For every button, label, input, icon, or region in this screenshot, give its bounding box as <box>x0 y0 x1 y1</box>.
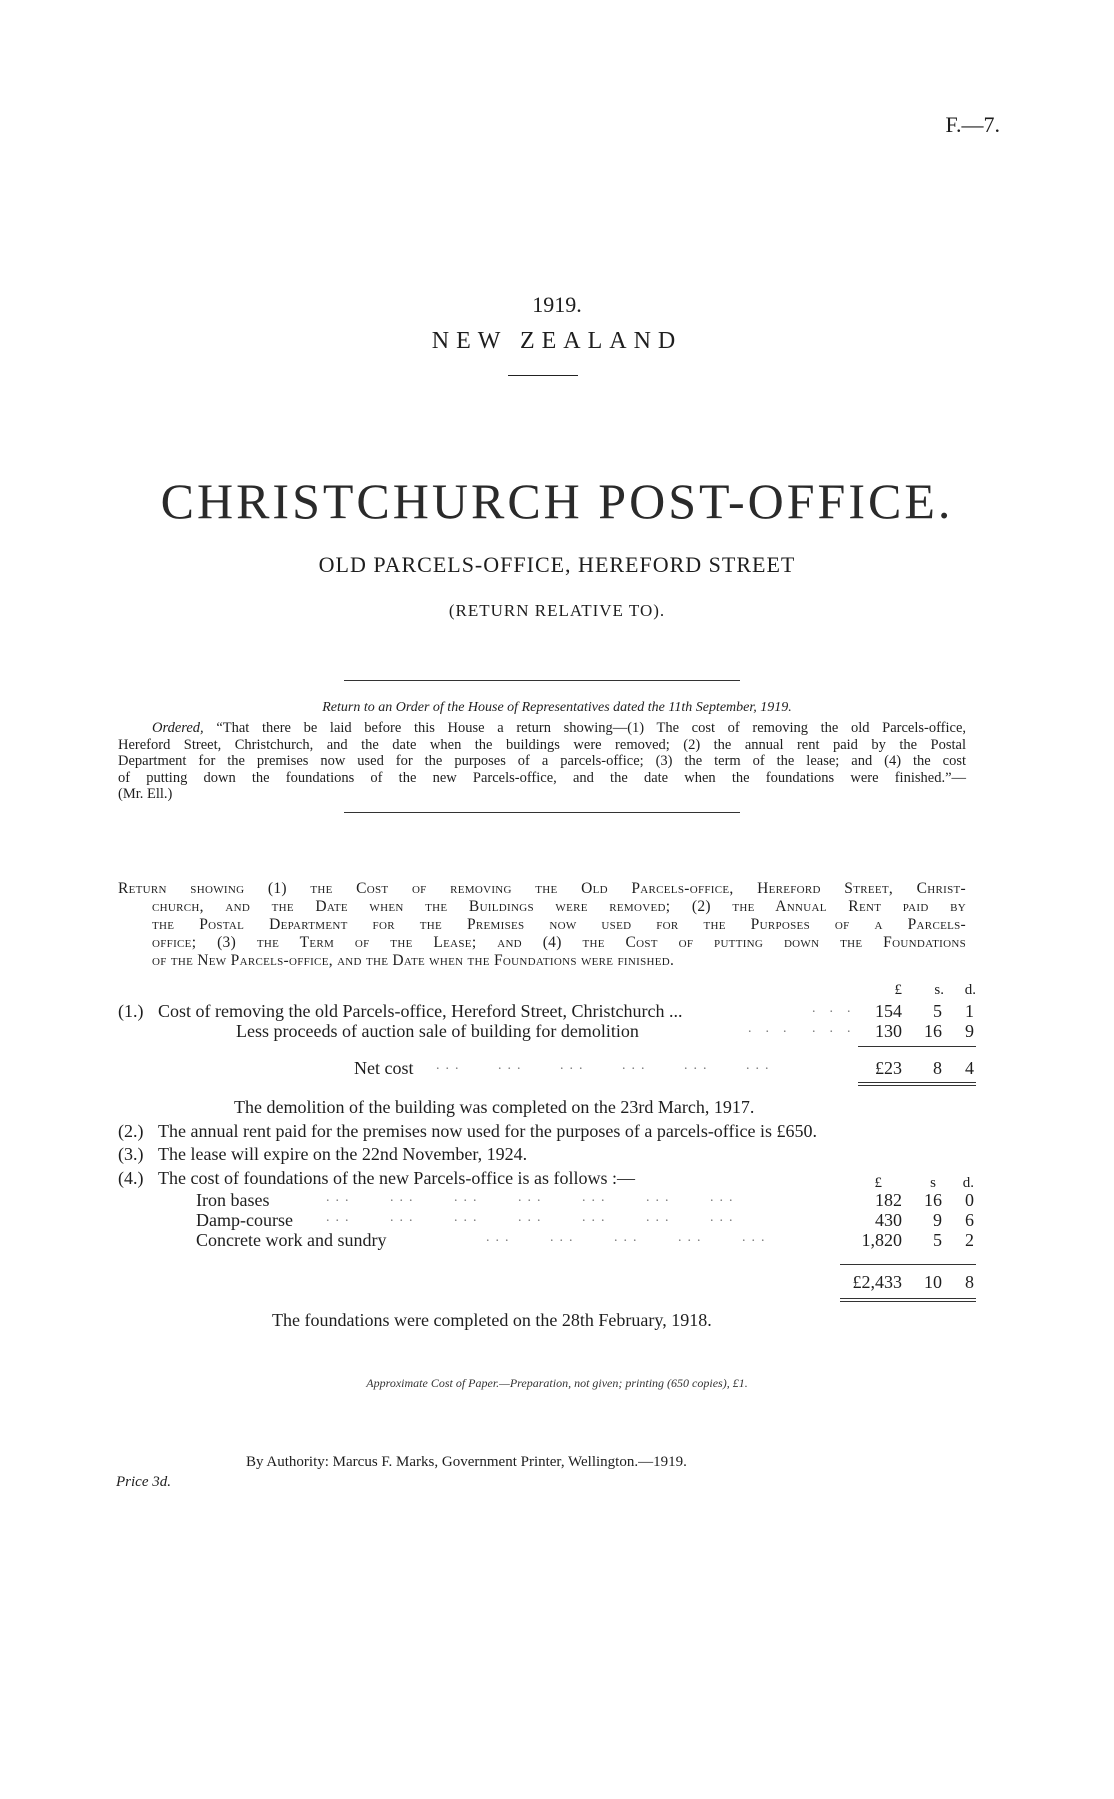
net-cost-pounds: £23 <box>875 1058 902 1078</box>
less-proceeds-dots-2: ... <box>812 1021 865 1036</box>
document-code: F.—7. <box>945 112 1000 137</box>
net-cost-rule <box>858 1046 976 1047</box>
net-cost-pence: 4 <box>965 1058 974 1078</box>
foundations-note: The foundations were completed on the 28th February, 1918. <box>272 1310 712 1330</box>
cost-removing-label: Cost of removing the old Parcels-office, Hereford Street, Christchurch ... <box>158 1001 683 1021</box>
concrete-work-label: Concrete work and sundry <box>196 1230 387 1250</box>
less-proceeds-pounds: 130 <box>875 1021 902 1041</box>
order-heading: Return to an Order of the House of Representatives dated the 11th September, 1919. <box>322 700 792 715</box>
printer-authority: By Authority: Marcus F. Marks, Government Printer, Wellington.—1919. <box>246 1454 687 1470</box>
paper-cost-note: Approximate Cost of Paper.—Preparation, not given; printing (650 copies), £1. <box>366 1376 748 1390</box>
cost-removing-shillings: 5 <box>933 1001 942 1021</box>
iron-bases-pounds: 182 <box>875 1190 902 1210</box>
less-proceeds-pence: 9 <box>965 1021 974 1041</box>
net-cost-dots: ... ... ... ... ... ... <box>436 1058 775 1073</box>
less-proceeds-shillings: 16 <box>924 1021 942 1041</box>
title-rule <box>508 375 578 376</box>
iron-bases-shillings: 16 <box>924 1190 942 1210</box>
foundations-total-rule <box>840 1264 976 1265</box>
return-heading <box>118 880 966 970</box>
section-3-number: (3.) <box>118 1144 144 1164</box>
order-line-1: “That there be laid before this House a return showing—(1) The cost of removing the old Parcels-office, <box>216 720 967 736</box>
order-line-3: Department for the premises now used for the purposes of a parcels-office; (3) the term of the lease; and (4) the cost <box>118 753 966 769</box>
less-proceeds-dots: ... <box>748 1021 801 1036</box>
damp-course-dots: ... ... ... ... ... ... ... <box>326 1210 739 1225</box>
net-cost-label: Net cost <box>354 1058 414 1078</box>
net-cost-underline <box>858 1082 976 1083</box>
main-title: CHRISTCHURCH POST-OFFICE. <box>160 473 954 529</box>
year: 1919. <box>532 292 582 317</box>
subtitle-return: (RETURN RELATIVE TO). <box>448 601 666 620</box>
concrete-work-shillings: 5 <box>933 1230 942 1250</box>
concrete-work-pounds: 1,820 <box>861 1230 902 1250</box>
concrete-work-pence: 2 <box>965 1230 974 1250</box>
return-heading-line-5: of the New Parcels-office, and the Date when the Foundations were finished. <box>152 952 675 969</box>
foundations-total-pounds: £2,433 <box>852 1272 902 1292</box>
col-shillings-head-4: s <box>930 1175 936 1191</box>
country: NEW ZEALAND <box>431 328 683 354</box>
return-heading-line-2: church, and the Date when the Buildings were removed; (2) the Annual Rent paid by <box>152 898 966 915</box>
section-2-number: (2.) <box>118 1121 144 1141</box>
divider-bottom <box>344 812 740 813</box>
less-proceeds-label: Less proceeds of auction sale of building for demolition <box>236 1021 639 1041</box>
return-heading-line-4: office; (3) the Term of the Lease; and (4) the Cost of putting down the Foundations <box>152 934 966 951</box>
annual-rent-text: The annual rent paid for the premises now used for the purposes of a parcels-office is £650. <box>158 1121 817 1141</box>
demolition-note: The demolition of the building was completed on the 23rd March, 1917. <box>234 1097 755 1117</box>
damp-course-pounds: 430 <box>875 1210 902 1230</box>
cost-removing-dots: ... <box>812 1001 865 1016</box>
order-text <box>118 720 966 803</box>
damp-course-shillings: 9 <box>933 1210 942 1230</box>
cost-removing-pence: 1 <box>965 1001 974 1021</box>
foundations-cost-text: The cost of foundations of the new Parcels-office is as follows :— <box>158 1168 636 1188</box>
damp-course-label: Damp-course <box>196 1210 293 1230</box>
foundations-total-underline-2 <box>840 1301 976 1302</box>
subtitle: OLD PARCELS-OFFICE, HEREFORD STREET <box>318 552 796 577</box>
lease-expiry-text: The lease will expire on the 22nd November, 1924. <box>158 1144 528 1164</box>
ordered-label: Ordered, <box>152 720 204 736</box>
col-pence-head-4: d. <box>962 1175 974 1191</box>
section-1-number: (1.) <box>118 1001 144 1021</box>
cost-removing-pounds: 154 <box>875 1001 902 1021</box>
divider-top <box>344 680 740 681</box>
col-pounds-head-4: £ <box>874 1175 882 1191</box>
iron-bases-label: Iron bases <box>196 1190 270 1210</box>
foundations-total-pence: 8 <box>965 1272 974 1292</box>
order-line-5: (Mr. Ell.) <box>118 786 173 802</box>
order-line-2: Hereford Street, Christchurch, and the date when the buildings were removed; (2) the annual rent paid by the Postal <box>118 736 966 753</box>
section-4-number: (4.) <box>118 1168 144 1188</box>
damp-course-pence: 6 <box>965 1210 974 1230</box>
net-cost-underline-2 <box>858 1085 976 1086</box>
iron-bases-dots: ... ... ... ... ... ... ... <box>326 1190 739 1205</box>
foundations-total-shillings: 10 <box>924 1272 942 1292</box>
col-pounds-head-1: £ <box>894 982 902 998</box>
col-shillings-head-1: s. <box>934 982 944 998</box>
iron-bases-pence: 0 <box>965 1190 974 1210</box>
foundations-total-underline <box>840 1298 976 1299</box>
return-heading-line-3: the Postal Department for the Premises now used for the Purposes of a Parcels- <box>152 916 966 933</box>
return-heading-line-1: Return showing (1) the Cost of removing the Old Parcels-office, Hereford Street, Christ- <box>118 880 966 897</box>
col-pence-head-1: d. <box>964 982 976 998</box>
order-line-4: of putting down the foundations of the new Parcels-office, and the date when the foundations were finished.”— <box>118 769 966 786</box>
price: Price 3d. <box>116 1474 171 1490</box>
concrete-work-dots: ... ... ... ... ... <box>486 1230 771 1245</box>
net-cost-shillings: 8 <box>933 1058 942 1078</box>
